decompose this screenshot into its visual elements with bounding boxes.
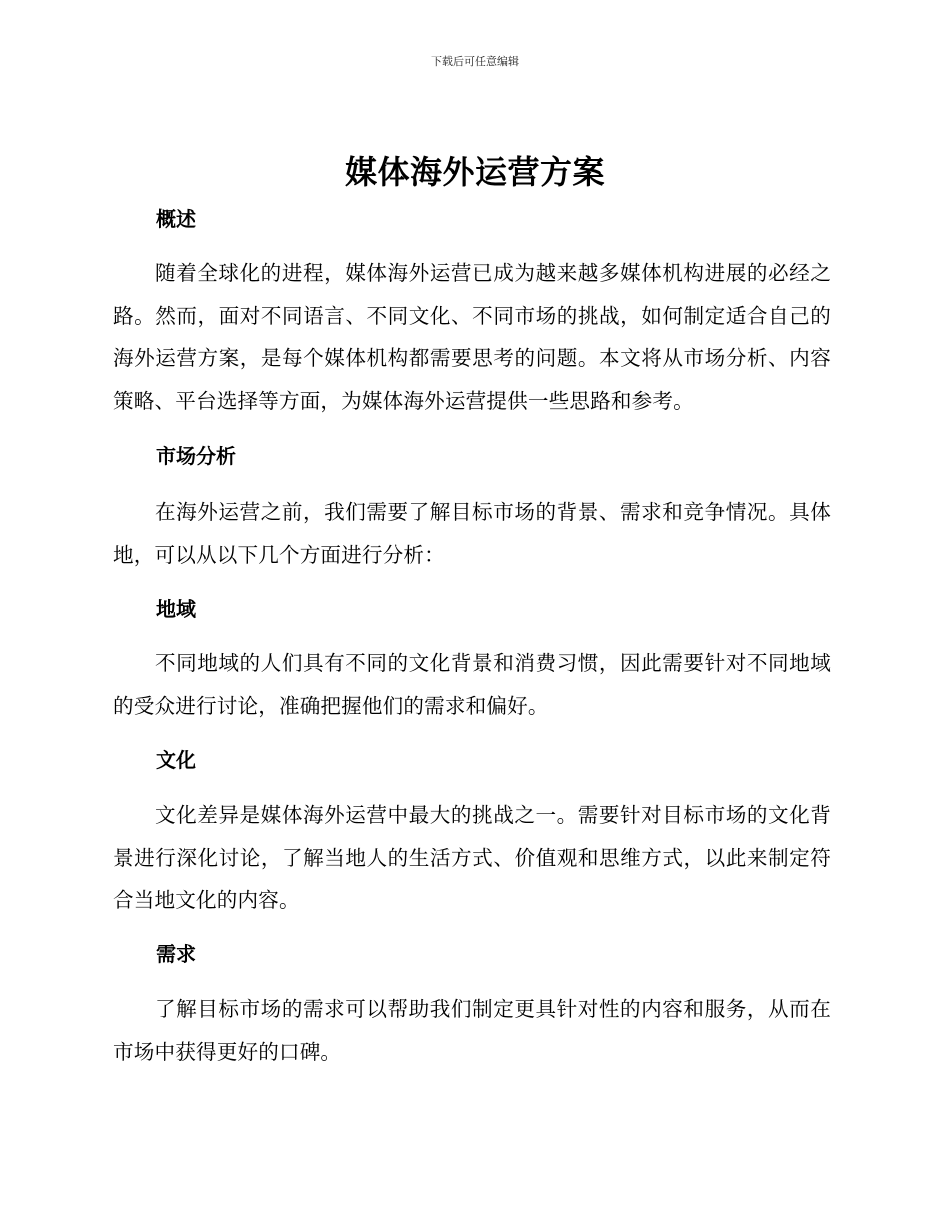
header-note: 下载后可任意编辑 [431, 55, 519, 68]
section-heading-demand: 需求 [156, 942, 196, 966]
section-paragraph-demand: 了解目标市场的需求可以帮助我们制定更具针对性的内容和服务，从而在市场中获得更好的口碑。 [113, 997, 831, 1064]
section-paragraph-overview: 随着全球化的进程，媒体海外运营已成为越来越多媒体机构进展的必经之路。然而，面对不同语言、不同文化、不同市场的挑战，如何制定适合自己的海外运营方案，是每个媒体机构都需要思考的问题。本文将从市场分析、内容策略、平台选择等方面，为媒体海外运营提供一些思路和参考。 [113, 261, 831, 413]
section-heading-culture: 文化 [156, 748, 196, 772]
section-paragraph-culture: 文化差异是媒体海外运营中最大的挑战之一。需要针对目标市场的文化背景进行深化讨论，了解当地人的生活方式、价值观和思维方式，以此来制定符合当地文化的内容。 [113, 803, 831, 912]
section-heading-market-analysis: 市场分析 [156, 444, 236, 468]
section-paragraph-region: 不同地域的人们具有不同的文化背景和消费习惯，因此需要针对不同地域的受众进行讨论，准确把握他们的需求和偏好。 [113, 651, 831, 718]
section-paragraph-market-analysis: 在海外运营之前，我们需要了解目标市场的背景、需求和竞争情况。具体地，可以从以下几个方面进行分析： [113, 500, 831, 567]
section-heading-region: 地域 [156, 597, 196, 621]
section-heading-overview: 概述 [156, 207, 196, 231]
document-title: 媒体海外运营方案 [344, 153, 605, 191]
